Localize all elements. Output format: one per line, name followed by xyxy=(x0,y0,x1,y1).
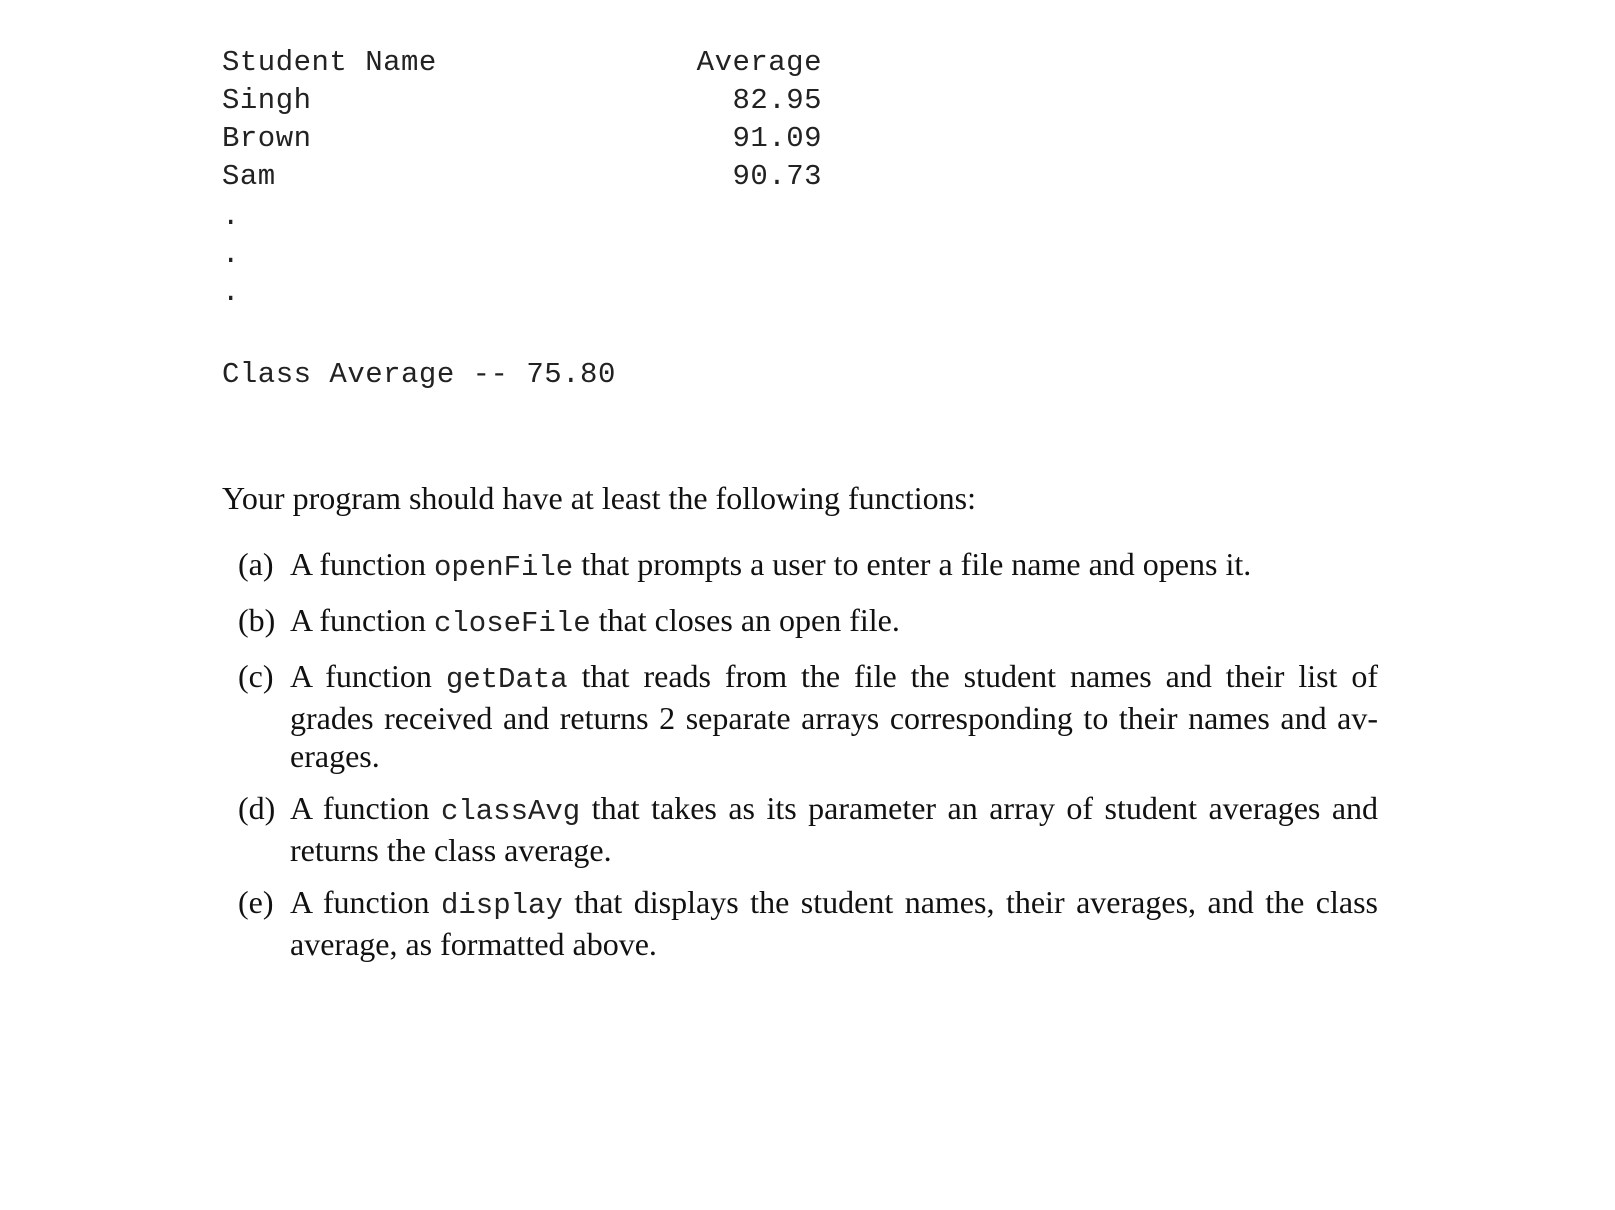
student-average: 90.73 xyxy=(732,160,822,193)
student-average: 91.09 xyxy=(732,122,822,155)
function-name-code: display xyxy=(440,889,563,922)
list-marker: (c) xyxy=(238,658,274,694)
list-item xyxy=(238,883,1378,963)
item-description: that displays the student names, their averages, and the class average, as formatted above. xyxy=(290,884,1379,962)
item-prefix: A function xyxy=(290,658,432,694)
table-row xyxy=(222,160,822,196)
student-name: Singh xyxy=(222,84,312,117)
ellipsis-dot: . xyxy=(222,276,240,309)
list-item xyxy=(238,601,1378,643)
item-description: that reads from the file the student names and their list of grades received and returns 2 separate arrays corresponding to their names and av- erages. xyxy=(290,658,1379,774)
function-list xyxy=(238,545,1378,977)
table-row xyxy=(222,84,822,120)
list-item xyxy=(238,789,1378,869)
list-marker: (a) xyxy=(238,546,274,582)
function-name-code: closeFile xyxy=(433,607,591,640)
list-item xyxy=(238,657,1378,775)
table-header-row xyxy=(222,46,822,82)
item-prefix: A function xyxy=(290,790,430,826)
item-description: that prompts a user to enter a file name and opens it. xyxy=(581,546,1252,582)
item-prefix: A function xyxy=(290,884,430,920)
function-name-code: getData xyxy=(445,663,568,696)
ellipsis-dot: . xyxy=(222,200,240,233)
intro-paragraph: Your program should have at least the following functions: xyxy=(222,480,976,516)
student-average: 82.95 xyxy=(732,84,822,117)
item-prefix: A function xyxy=(290,602,426,638)
header-average: Average xyxy=(696,46,822,79)
function-name-code: classAvg xyxy=(440,795,581,828)
function-name-code: openFile xyxy=(433,551,574,584)
list-item xyxy=(238,545,1378,587)
class-average-line: Class Average -- 75.80 xyxy=(222,358,616,391)
header-student-name: Student Name xyxy=(222,46,437,79)
ellipsis-dot: . xyxy=(222,238,240,271)
list-marker: (b) xyxy=(238,602,276,638)
item-description: that closes an open file. xyxy=(598,602,900,638)
list-marker: (e) xyxy=(238,884,274,920)
student-name: Brown xyxy=(222,122,312,155)
table-row xyxy=(222,122,822,158)
list-marker: (d) xyxy=(238,790,276,826)
item-prefix: A function xyxy=(290,546,426,582)
student-name: Sam xyxy=(222,160,276,193)
item-description: that takes as its parameter an array of student averages and returns the class average. xyxy=(290,790,1379,868)
